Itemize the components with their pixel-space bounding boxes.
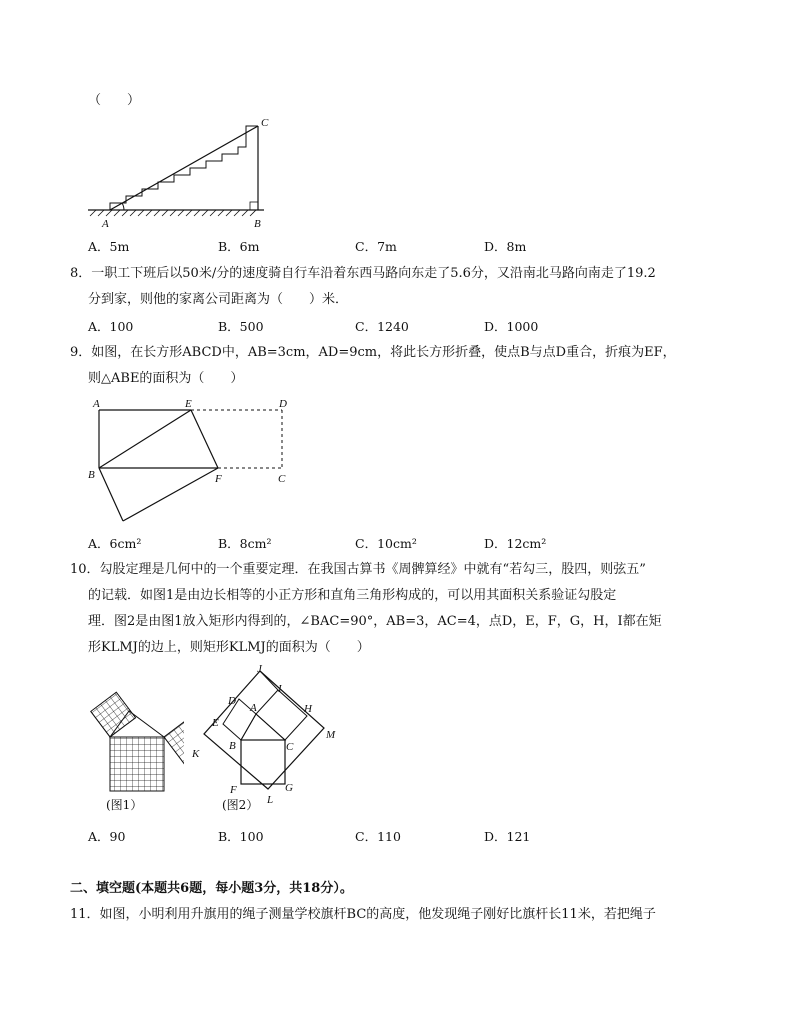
square-ac	[256, 690, 307, 740]
rectangle-klmj	[204, 671, 324, 789]
q10-text-line4: 形KLMJ的边上，则矩形KLMJ的面积为（ ）	[88, 640, 370, 655]
q9-option-a[interactable]: A．6cm²	[88, 536, 142, 551]
q11-text-line1: 11．如图，小明利用升旗用的绳子测量学校旗杆BC的高度，他发现绳子刚好比旗杆长11米，若把绳子	[70, 907, 656, 922]
q7-option-c[interactable]: C．7m	[355, 239, 397, 254]
q8-option-d[interactable]: D．1000	[484, 319, 539, 334]
label-l: L	[267, 794, 274, 806]
q10-text-line2: 的记载．如图1是由边长相等的小正方形和直角三角形构成的，可以用其面积关系验证勾股定	[88, 588, 617, 603]
q7-stair-figure	[84, 112, 274, 234]
label-a: A	[250, 702, 257, 714]
angle-arc	[122, 203, 124, 210]
folded-side-1	[99, 468, 123, 521]
label-g: G	[285, 782, 293, 794]
triangle-abc	[241, 714, 285, 740]
q10-fig1-caption: (图1）	[106, 798, 143, 812]
q10-figure2	[186, 662, 346, 822]
q8-option-c[interactable]: C．1240	[355, 319, 409, 334]
right-angle-mark	[250, 202, 258, 210]
q8-option-a[interactable]: A．100	[88, 319, 134, 334]
label-k: K	[192, 748, 200, 760]
label-c: C	[278, 473, 286, 485]
q10-text-line3: 理．图2是由图1放入矩形内得到的，∠BAC=90°，AB=3，AC=4，点D，E，F，G，H，I都在矩	[88, 614, 662, 629]
segment-be	[99, 410, 191, 468]
segment-ij	[260, 671, 278, 690]
q10-fig2-caption: (图2）	[222, 798, 259, 812]
q8-option-b[interactable]: B．500	[218, 319, 264, 334]
label-b: B	[254, 218, 261, 230]
label-a: A	[93, 398, 100, 410]
q7-option-b[interactable]: B．6m	[218, 239, 260, 254]
q8-text-line2: 分到家，则他的家离公司距离为（ ）米．	[88, 292, 349, 307]
folded-side-2	[123, 468, 218, 521]
ground-hatch	[90, 210, 256, 216]
label-c: C	[286, 741, 294, 753]
square-leg-4	[164, 711, 184, 771]
label-d: D	[228, 695, 236, 707]
label-b: B	[229, 740, 236, 752]
label-e: E	[185, 398, 192, 410]
hypotenuse-ac	[110, 126, 258, 210]
label-c: C	[261, 117, 269, 129]
section2-heading: 二、填空题(本题共6题，每小题3分，共18分）。	[70, 881, 353, 896]
q7-option-d[interactable]: D．8m	[484, 239, 527, 254]
q10-option-b[interactable]: B．100	[218, 829, 264, 844]
q9-rectangle-figure	[84, 392, 304, 528]
label-e: E	[212, 717, 219, 729]
q9-option-d[interactable]: D．12cm²	[484, 536, 547, 551]
label-b: B	[88, 469, 95, 481]
q8-text-line1: 8．一职工下班后以50米/分的速度骑自行车沿着东西马路向东走了5.6分，又沿南北马路向南走了19.2	[70, 266, 656, 281]
square-leg-3	[91, 692, 136, 737]
q9-option-b[interactable]: B．8cm²	[218, 536, 272, 551]
crease-ef	[191, 410, 218, 468]
q10-text-line1: 10．勾股定理是几何中的一个重要定理．在我国古算书《周髀算经》中就有“若勾三，股四，则弦五”	[70, 562, 646, 577]
label-f: F	[230, 784, 237, 796]
square-hypotenuse	[110, 737, 164, 791]
label-a: A	[102, 218, 109, 230]
q9-text-line1: 9．如图，在长方形ABCD中，AB=3cm，AD=9cm，将此长方形折叠，使点B与点D重合，折痕为EF，	[70, 345, 676, 360]
label-i: I	[278, 683, 282, 695]
q9-text-line2: 则△ABE的面积为（ ）	[88, 371, 244, 386]
q10-option-a[interactable]: A．90	[88, 829, 126, 844]
q7-option-a[interactable]: A．5m	[88, 239, 130, 254]
label-m: M	[326, 729, 336, 741]
q7-answer-paren: （ ）	[88, 93, 141, 108]
q10-option-c[interactable]: C．110	[355, 829, 401, 844]
label-h: H	[304, 703, 312, 715]
label-j: J	[257, 663, 262, 675]
q10-option-d[interactable]: D．121	[484, 829, 531, 844]
q9-option-c[interactable]: C．10cm²	[355, 536, 417, 551]
label-f: F	[215, 473, 222, 485]
label-d: D	[279, 398, 287, 410]
